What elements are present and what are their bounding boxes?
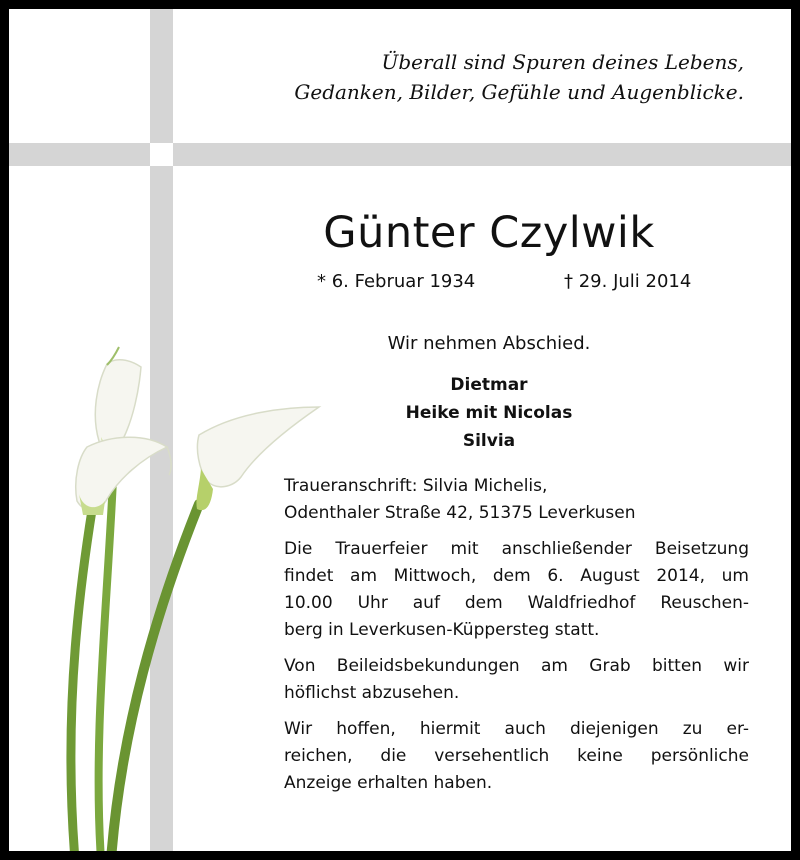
calla-lily-icon (49, 329, 339, 860)
death-date: † 29. Juli 2014 (564, 271, 692, 292)
cross-horizontal-beam (9, 143, 791, 166)
funeral-info (284, 536, 749, 644)
funeral-line: findet am Mittwoch, dem 6. August 2014, um (284, 566, 749, 586)
address-line: Odenthaler Straße 42, 51375 Leverkusen (284, 503, 636, 523)
cross-center (150, 143, 173, 166)
funeral-line: berg in Leverkusen-Küppersteg statt. (284, 620, 600, 640)
notice-body (284, 473, 749, 806)
mourner-name: Heike mit Nicolas (405, 403, 573, 423)
mourner-name: Silvia (462, 431, 516, 451)
address-line: Traueranschrift: Silvia Michelis, (284, 476, 548, 496)
closing-line: Wir hoffen, hiermit auch diejenigen zu er- (284, 719, 749, 739)
motto-quote (239, 47, 744, 107)
closing-line: reichen, die versehentlich keine persönliche (284, 746, 749, 766)
funeral-line: 10.00 Uhr auf dem Waldfriedhof Reuschen- (284, 593, 749, 613)
condolence-request (284, 653, 749, 707)
closing-line: Anzeige erhalten haben. (284, 773, 493, 793)
farewell-text: Wir nehmen Abschied. (387, 333, 591, 354)
motto-line-1: Überall sind Spuren deines Lebens, (381, 50, 744, 74)
condolence-line: Von Beileidsbekundungen am Grab bitten wir (284, 656, 749, 676)
mourner-name: Dietmar (450, 375, 528, 395)
mourners-list (339, 371, 639, 455)
deceased-name: Günter Czylwik (323, 208, 655, 258)
birth-date: * 6. Februar 1934 (317, 271, 476, 292)
condolence-line: höflichst abzusehen. (284, 683, 460, 703)
mourning-address (284, 473, 749, 527)
motto-line-2: Gedanken, Bilder, Gefühle und Augenblicke. (294, 80, 744, 104)
closing-note (284, 716, 749, 797)
funeral-line: Die Trauerfeier mit anschließender Beisetzung (284, 539, 749, 559)
